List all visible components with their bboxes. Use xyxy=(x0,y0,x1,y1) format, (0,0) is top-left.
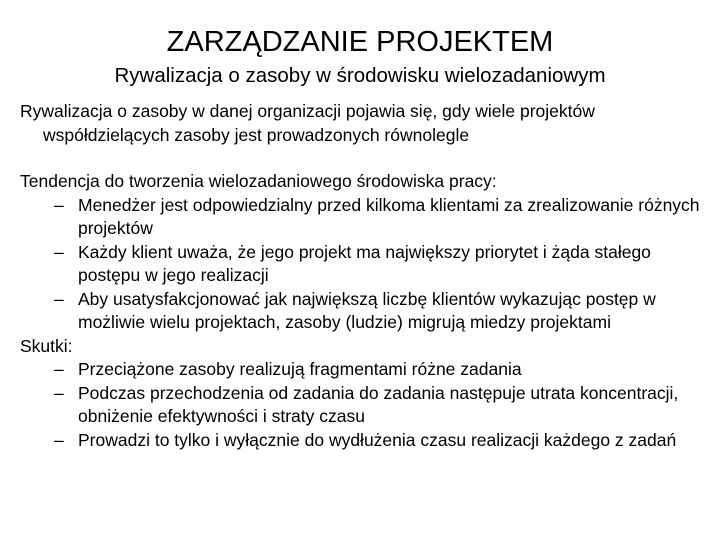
list-item xyxy=(20,358,714,382)
bullet-dash: – xyxy=(54,359,64,379)
list-item-text: Menedżer jest odpowiedzialny przed kilkoma klientami za zrealizowanie różnych projektów xyxy=(78,194,700,238)
list-item-text: Przeciążone zasoby realizują fragmentami różne zadania xyxy=(78,359,522,379)
effects-heading: Skutki: xyxy=(20,335,73,356)
slide-title: ZARZĄDZANIE PROJEKTEM xyxy=(166,26,554,58)
bullet-dash: – xyxy=(54,382,64,403)
list-item xyxy=(20,429,714,453)
bullet-dash: – xyxy=(54,194,64,215)
list-item-text: Podczas przechodzenia od zadania do zadania następuje utrata koncentracji, obniżenie efektywności i straty czasu xyxy=(78,382,679,426)
list-item xyxy=(20,382,714,429)
bullet-dash: – xyxy=(54,288,64,309)
intro-paragraph: Rywalizacja o zasoby w danej organizacji pojawia się, gdy wiele projektów współdzielących zasoby jest prowadzonych równolegle xyxy=(20,101,595,145)
bullet-dash: – xyxy=(54,429,64,450)
list-item-text: Prowadzi to tylko i wyłącznie do wydłużenia czasu realizacji każdego z zadań xyxy=(78,429,677,450)
spacer xyxy=(20,147,714,170)
list-item xyxy=(20,241,714,288)
list-item xyxy=(20,194,714,241)
list-item xyxy=(20,288,714,335)
list-item-text: Aby usatysfakcjonować jak największą liczbę klientów wykazując postęp w możliwie wielu projektach, zasoby (ludzie) migrują miedzy projektami xyxy=(78,288,656,332)
bullet-dash: – xyxy=(54,241,64,262)
list-item-text: Każdy klient uważa, że jego projekt ma największy priorytet i żąda stałego postępu w jego realizacji xyxy=(78,241,651,285)
slide-body xyxy=(20,100,714,452)
tendency-heading: Tendencja do tworzenia wielozadaniowego środowiska pracy: xyxy=(20,171,497,191)
slide-subtitle: Rywalizacja o zasoby w środowisku wielozadaniowym xyxy=(114,64,606,87)
